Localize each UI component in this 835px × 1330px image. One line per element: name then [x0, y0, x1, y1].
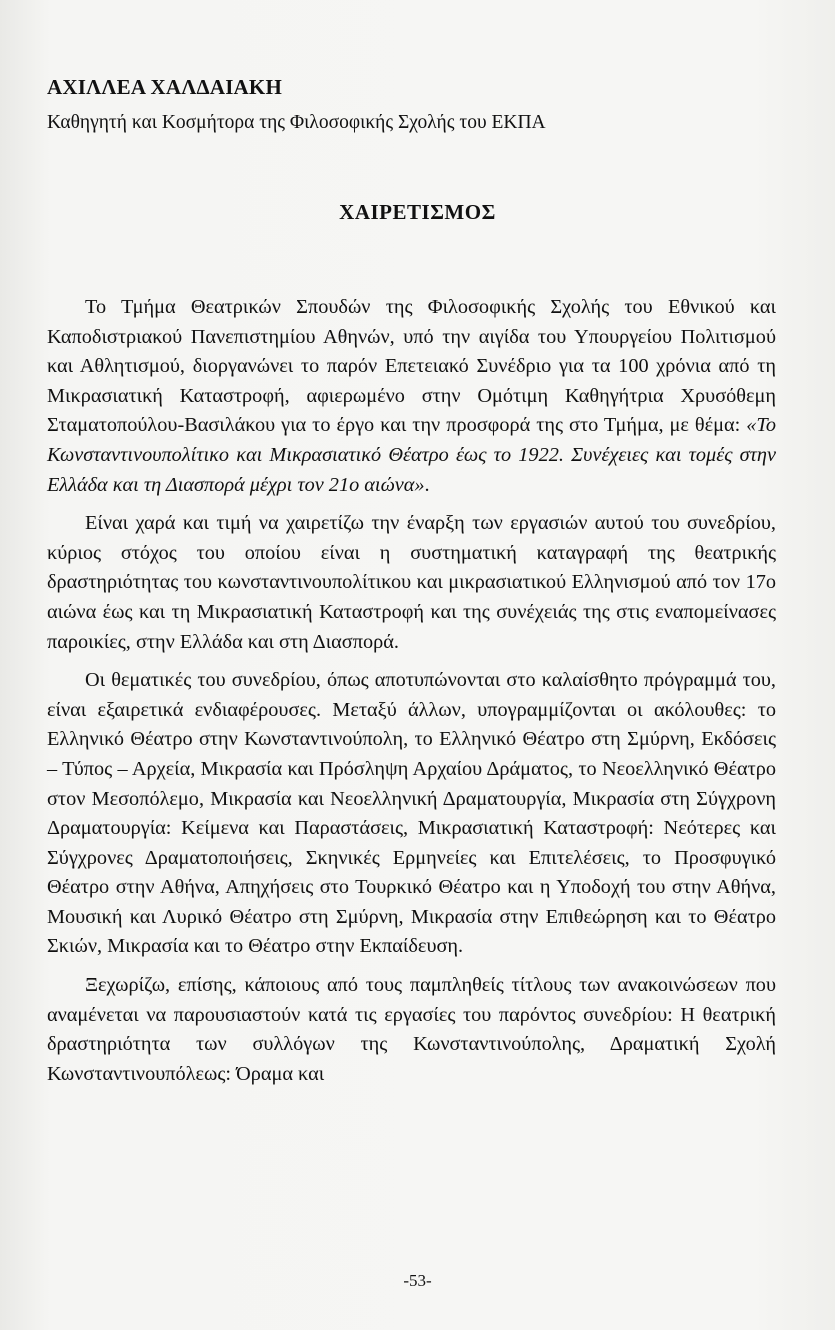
conference-title: «Το Κωνσταντινουπολίτικο και Μικρασιατικό Θέατρο έως το 1922. Συνέχειες και τομές στην Ελλάδα και τη Διασπορά μέχρι τον 21ο αιώνα»: [47, 414, 776, 496]
paragraph-1: [47, 293, 776, 500]
author-name: ΑΧΙΛΛΕΑ ΧΑΛΔΑΙΑΚΗ: [47, 75, 282, 99]
paragraph-4: Ξεχωρίζω, επίσης, κάποιους από τους παμπληθείς τίτλους των ανακοινώσεων που αναμένεται να παρουσιαστούν κατά τις εργασίες του παρόντος συνεδρίου: Η θεατρική δραστηριότητα των συλλόγων της Κωνσταντινούπολης, Δραματική Σχολή Κωνσταντινουπόλεως: Όραμα και: [47, 974, 776, 1085]
page-number: -53-: [403, 1271, 432, 1290]
paragraph-1-end: .: [424, 473, 430, 496]
paragraph-3: Οι θεματικές του συνεδρίου, όπως αποτυπώνονται στο καλαίσθητο πρόγραμμά του, είναι εξαιρετικά ενδιαφέρουσες. Μεταξύ άλλων, υπογραμμίζονται οι ακόλουθες: το Ελληνικό Θέατρο στην Κωνσταντινούπολη, το Ελληνικό Θέατρο στη Σμύρνη, Εκδόσεις – Τύπος – Αρχεία, Μικρασία και Πρόσληψη Αρχαίου Δράματος, το Νεοελληνικό Θέατρο στον Μεσοπόλεμο, Μικρασία και Νεοελληνική Δραματουργία, Μικρασία στη Σύγχρονη Δραματουργία: Κείμενα και Παραστάσεις, Μικρασιατική Καταστροφή: Νεότερες και Σύγχρονες Δραματοποιήσεις, Σκηνικές Ερμηνείες και Επιτελέσεις, το Προσφυγικό Θέατρο στην Αθήνα, Απηχήσεις στο Τουρκικό Θέατρο και η Υποδοχή του στην Αθήνα, Μουσική και Λυρικό Θέατρο στη Σμύρνη, Μικρασία στην Επιθεώρηση και το Θέατρο Σκιών, Μικρασία και το Θέατρο στην Εκπαίδευση.: [47, 669, 776, 958]
author-role: Καθηγητή και Κοσμήτορα της Φιλοσοφικής Σχολής του ΕΚΠΑ: [47, 112, 546, 133]
document-body: [47, 293, 776, 1098]
paragraph-1-text: Το Τμήμα Θεατρικών Σπουδών της Φιλοσοφικής Σχολής του Εθνικού και Καποδιστριακού Πανεπιστημίου Αθηνών, υπό την αιγίδα του Υπουργείου Πολιτισμού και Αθλητισμού, διοργανώνει το παρόν Επετειακό Συνέδριο για τα 100 χρόνια από τη Μικρασιατική Καταστροφή, αφιερωμένο στην Ομότιμη Καθηγήτρια Χρυσόθεμη Σταματοπούλου-Βασιλάκου για το έργο και την προσφορά της στο Τμήμα, με θέμα:: [47, 296, 776, 437]
paragraph-2: Είναι χαρά και τιμή να χαιρετίζω την έναρξη των εργασιών αυτού του συνεδρίου, κύριος στόχος του οποίου είναι η συστηματική καταγραφή της θεατρικής δραστηριότητας του κωνσταντινουπολίτικου και μικρασιατικού Ελληνισμού από τον 17ο αιώνα έως και τη Μικρασιατική Καταστροφή και της συνέχειάς της στις εναπομείνασες παροικίες, στην Ελλάδα και στη Διασπορά.: [47, 512, 776, 653]
section-heading: ΧΑΙΡΕΤΙΣΜΟΣ: [339, 200, 496, 224]
